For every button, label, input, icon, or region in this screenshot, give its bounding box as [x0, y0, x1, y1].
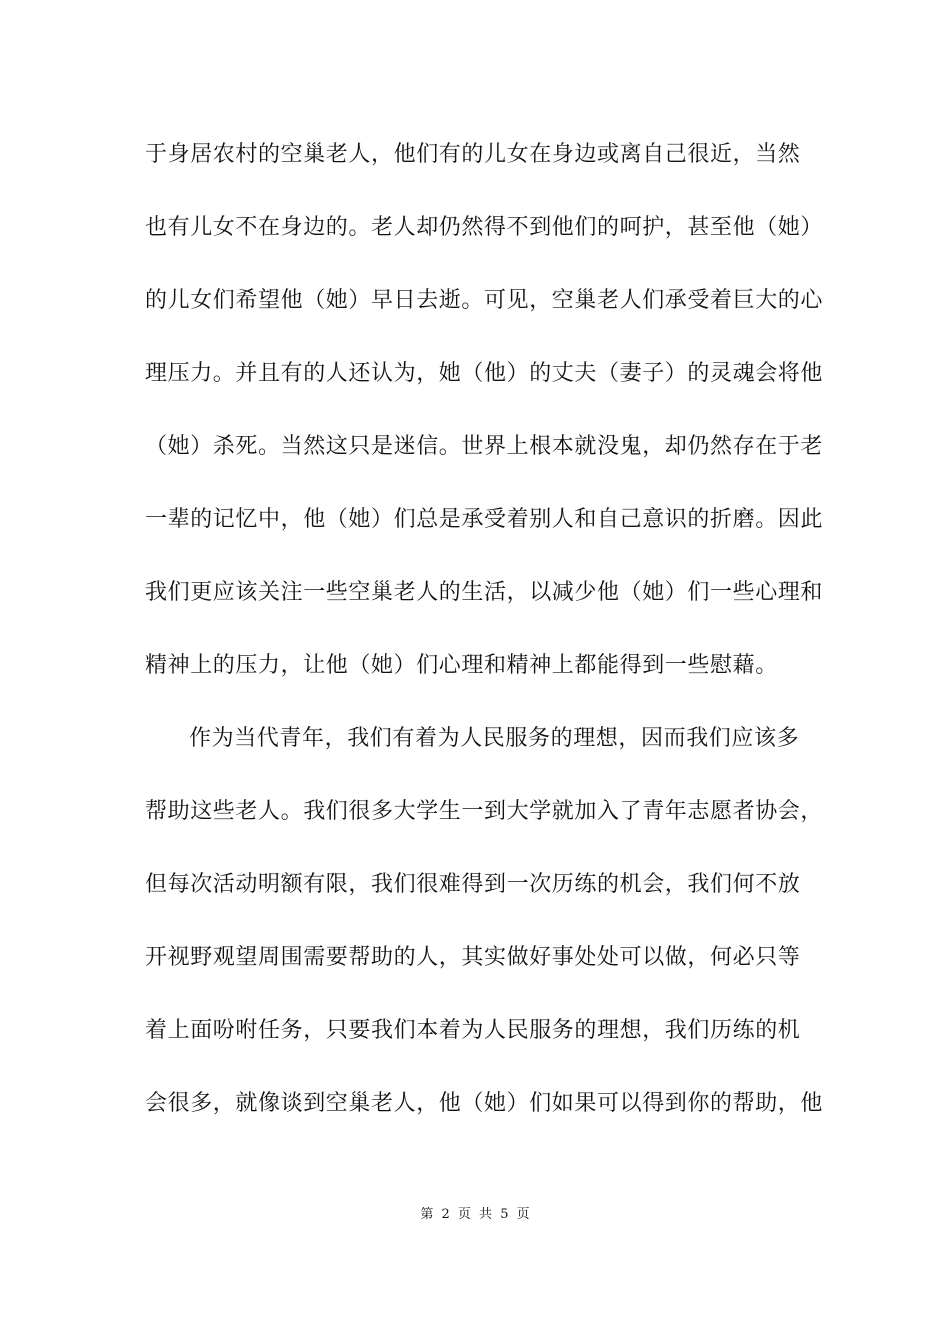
body-text-line: 也有儿女不在身边的。老人却仍然得不到他们的呵护，甚至他（她）: [145, 215, 824, 240]
body-text-line: 精神上的压力，让他（她）们心理和精神上都能得到一些慰藉。: [145, 653, 778, 678]
body-text-line: 于身居农村的空巢老人，他们有的儿女在身边或离自己很近，当然: [145, 142, 801, 167]
body-text-line: 一辈的记忆中，他（她）们总是承受着别人和自己意识的折磨。因此: [145, 507, 824, 532]
page-number-footer: 第 2 页 共 5 页: [420, 1207, 530, 1222]
body-text-line: 的儿女们希望他（她）早日去逝。可见，空巢老人们承受着巨大的心: [145, 288, 824, 313]
body-text-line: 开视野观望周围需要帮助的人，其实做好事处处可以做，何必只等: [145, 945, 801, 970]
paragraph-first-line: 作为当代青年，我们有着为人民服务的理想，因而我们应该多: [189, 726, 800, 751]
body-text-line: 理压力。并且有的人还认为，她（他）的丈夫（妻子）的灵魂会将他: [145, 361, 824, 386]
body-text-line: 但每次活动明额有限，我们很难得到一次历练的机会，我们何不放: [145, 872, 801, 897]
body-text-line: 会很多，就像谈到空巢老人，他（她）们如果可以得到你的帮助，他: [145, 1091, 824, 1116]
body-text-line: 帮助这些老人。我们很多大学生一到大学就加入了青年志愿者协会，: [145, 799, 824, 824]
body-text-line: 着上面吩咐任务，只要我们本着为人民服务的理想，我们历练的机: [145, 1018, 801, 1043]
body-text-line: （她）杀死。当然这只是迷信。世界上根本就没鬼，却仍然存在于老: [145, 434, 824, 459]
body-text-line: 我们更应该关注一些空巢老人的生活，以减少他（她）们一些心理和: [145, 580, 824, 605]
